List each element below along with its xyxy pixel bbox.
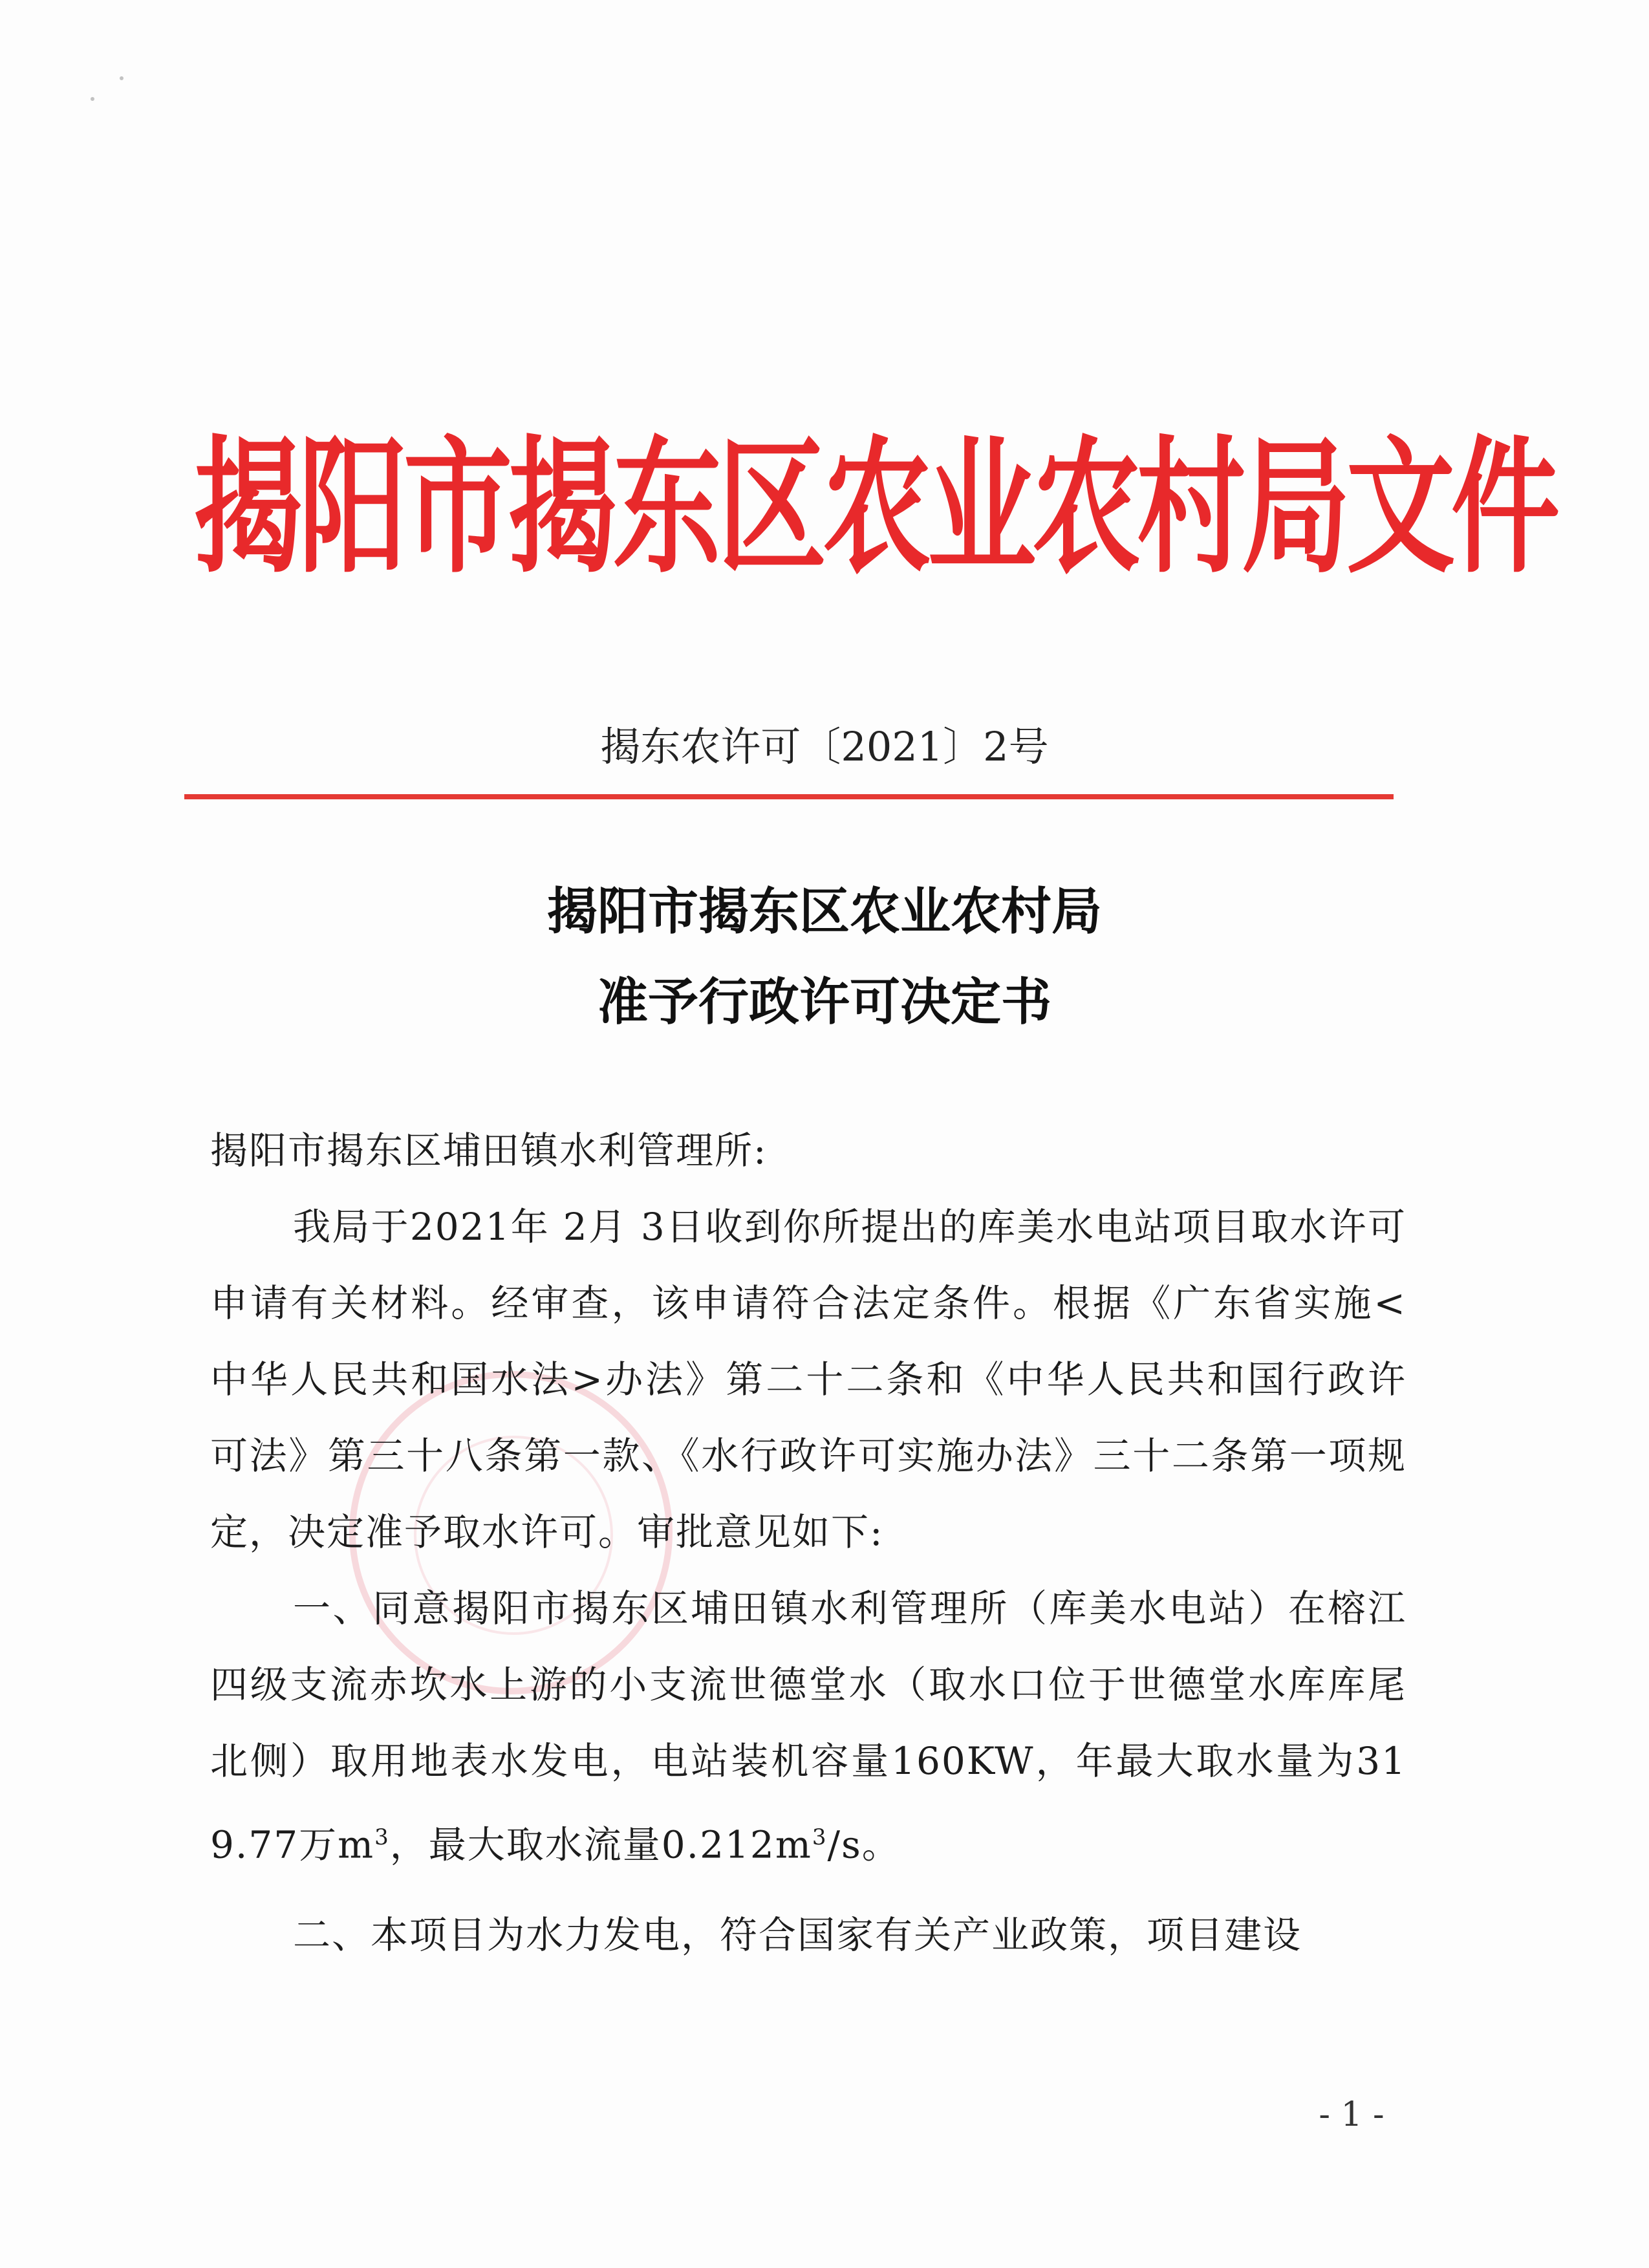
decision-title [0, 867, 1649, 1048]
title-line-2: 准予行政许可决定书 [597, 973, 1051, 1031]
salutation: 揭阳市揭东区埔田镇水利管理所: [210, 1129, 768, 1172]
paragraph-application: 我局于2021年 2月 3日收到你所提出的库美水电站项目取水许可申请有关材料。经审查，该申请符合法定条件。根据《广东省实施<中华人民共和国水法>办法》第二十二条和《中华人民共和国行政许可法》第三十八条第一款、《水行政许可实施办法》三十二条第一项规定，决定准予取水许可。审批意见如下: [210, 1205, 1406, 1554]
letterhead-title: 揭阳市揭东区农业农村局文件 [194, 422, 1556, 594]
red-divider-line [184, 794, 1394, 799]
approval-item-1-flow: ，最大取水流量0.212m [389, 1822, 812, 1867]
scan-speck [120, 76, 124, 80]
scan-speck [91, 97, 94, 101]
superscript-3: 3 [374, 1824, 390, 1850]
approval-item-1-unit: /s。 [827, 1822, 901, 1867]
paragraph-approval-item-2: 二、本项目为水力发电，符合国家有关产业政策，项目建设 [293, 1913, 1302, 1958]
superscript-3: 3 [812, 1824, 828, 1850]
document-number: 揭东农许可〔2021〕2号 [600, 723, 1049, 770]
paragraph-approval-item-1 [210, 1570, 1406, 1883]
title-line-1: 揭阳市揭东区农业农村局 [546, 883, 1102, 941]
approval-item-1-text: 一、同意揭阳市揭东区埔田镇水利管理所（库美水电站）在榕江四级支流赤坎水上游的小支流世德堂水（取水口位于世德堂水库库尾北侧）取用地表水发电，电站装机容量160KW，年最大取水量为319.77万m [210, 1586, 1406, 1867]
page-number: - 1 - [1319, 2095, 1385, 2134]
document-body [210, 1112, 1406, 1973]
